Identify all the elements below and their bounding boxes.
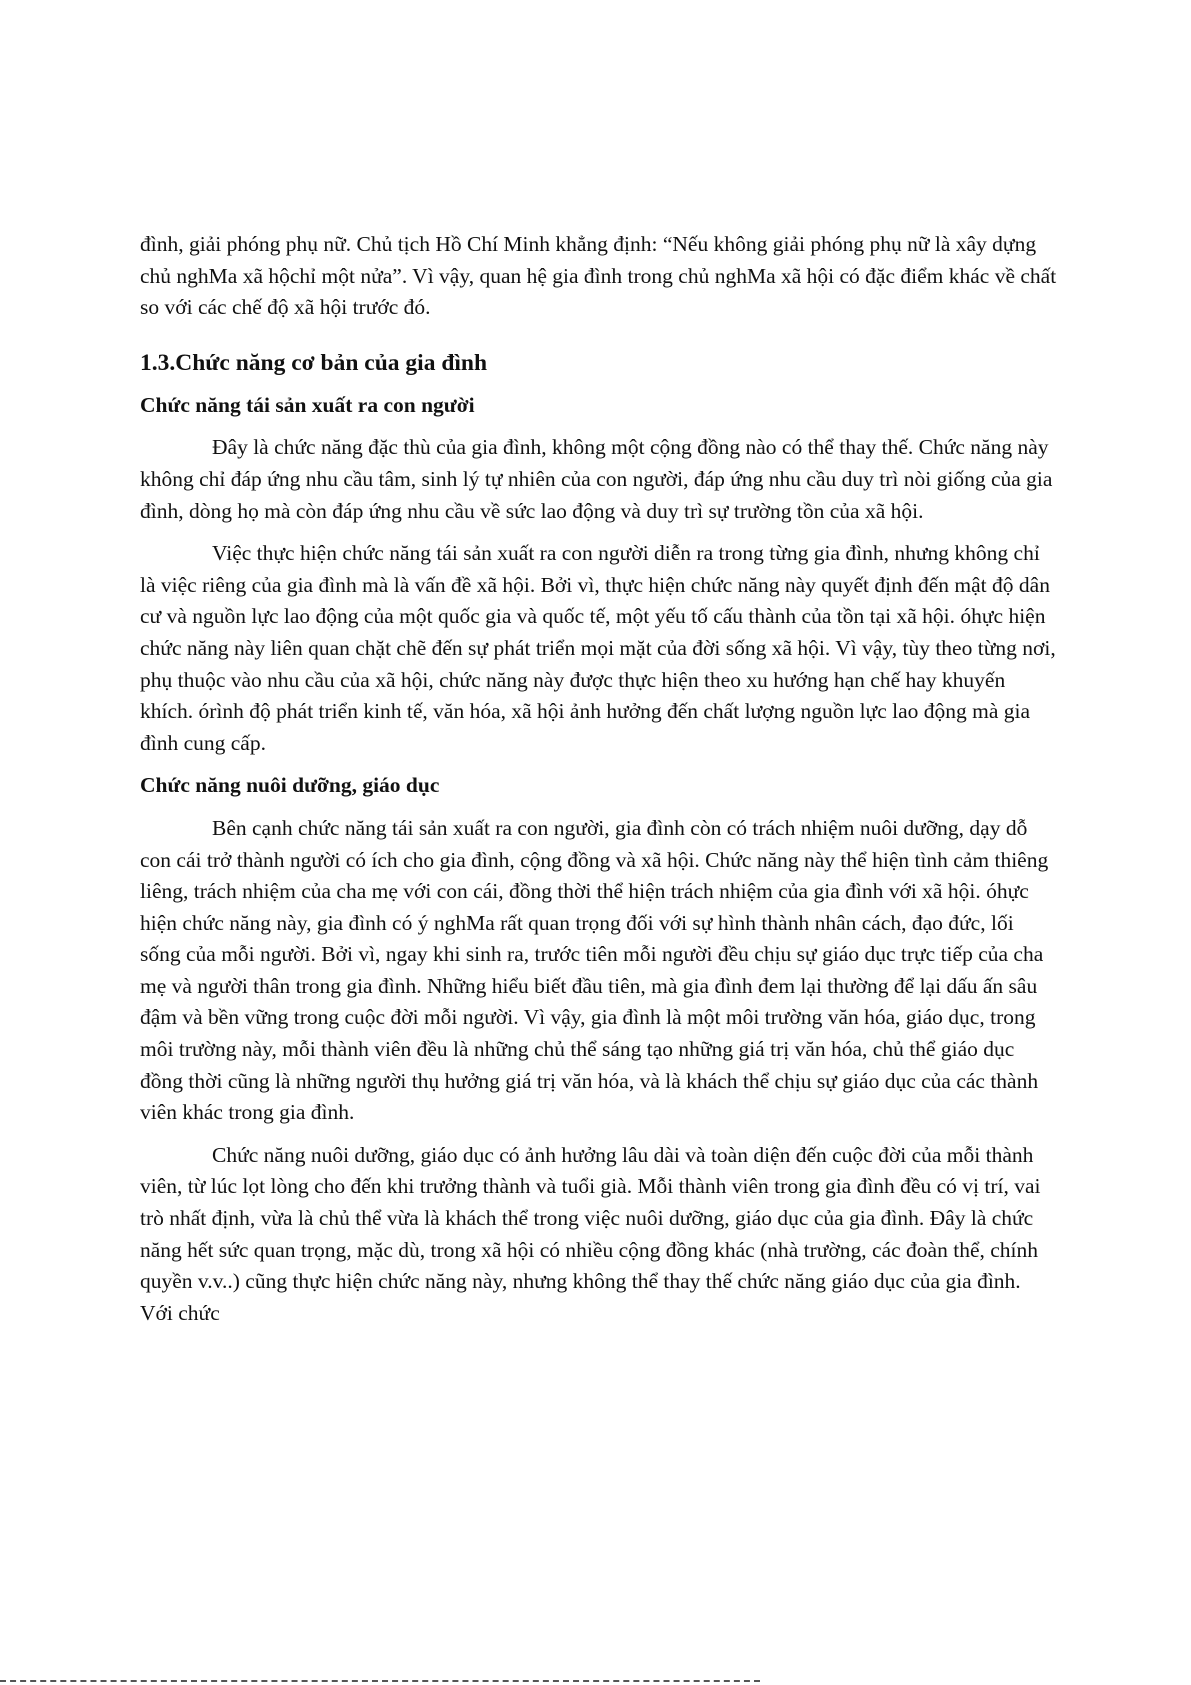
paragraph: Việc thực hiện chức năng tái sản xuất ra con người diễn ra trong từng gia đình, nhưng không chỉ là việc riêng của gia đình mà là vấn đề xã hội. Bởi vì, thực hiện chức năng này quyết định đến mật độ dân cư và nguồn lực lao động của một quốc gia và quốc tế, một yếu tố cấu thành của tồn tại xã hội. óhực hiện chức năng này liên quan chặt chẽ đến sự phát triển mọi mặt của đời sống xã hội. Vì vậy, tùy theo từng nơi, phụ thuộc vào nhu cầu của xã hội, chức năng này được thực hiện theo xu hướng hạn chế hay khuyến khích. órình độ phát triển kinh tế, văn hóa, xã hội ảnh hưởng đến chất lượng nguồn lực lao động mà gia đình cung cấp. xyxy=(140,541,1056,755)
footer-divider xyxy=(0,1680,760,1682)
intro-paragraph: đình, giải phóng phụ nữ. Chủ tịch Hồ Chí Minh khẳng định: “Nếu không giải phóng phụ nữ là xây dựng chủ nghMa xã hộchỉ một nửa”. Vì vậy, quan hệ gia đình trong chủ nghMa xã hội có đặc điểm khác về chất so với các chế độ xã hội trước đó. xyxy=(140,232,1057,320)
paragraph: Chức năng nuôi dưỡng, giáo dục có ảnh hưởng lâu dài và toàn diện đến cuộc đời của mỗi thành viên, từ lúc lọt lòng cho đến khi trưởng thành và tuổi già. Mỗi thành viên trong gia đình đều có vị trí, vai trò nhất định, vừa là chủ thể vừa là khách thể trong việc nuôi dưỡng, giáo dục của gia đình. Đây là chức năng hết sức quan trọng, mặc dù, trong xã hội có nhiều cộng đồng khác (nhà trường, các đoàn thể, chính quyền v.v..) cũng thực hiện chức năng này, nhưng không thể thay thế chức năng giáo dục của gia đình. Với chức xyxy=(140,1142,1041,1325)
section-heading: 1.3.Chức năng cơ bản của gia đình xyxy=(140,349,488,376)
paragraph: Đây là chức năng đặc thù của gia đình, không một cộng đồng nào có thể thay thế. Chức năng này không chỉ đáp ứng nhu cầu tâm, sinh lý tự nhiên của con người, đáp ứng nhu cầu duy trì nòi giống của gia đình, dòng họ mà còn đáp ứng nhu cầu về sức lao động và duy trì sự trường tồn của xã hội. xyxy=(140,435,1053,523)
subsection-heading-nurturing: Chức năng nuôi dưỡng, giáo dục xyxy=(140,773,440,798)
paragraph: Bên cạnh chức năng tái sản xuất ra con người, gia đình còn có trách nhiệm nuôi dưỡng, dạy dỗ con cái trở thành người có ích cho gia đình, cộng đồng và xã hội. Chức năng này thể hiện tình cảm thiêng liêng, trách nhiệm của cha mẹ với con cái, đồng thời thể hiện trách nhiệm của gia đình với xã hội. óhực hiện chức năng này, gia đình có ý nghMa rất quan trọng đối với sự hình thành nhân cách, đạo đức, lối sống của mỗi người. Bởi vì, ngay khi sinh ra, trước tiên mỗi người đều chịu sự giáo dục trực tiếp của cha mẹ và người thân trong gia đình. Những hiểu biết đầu tiên, mà gia đình đem lại thường để lại dấu ấn sâu đậm và bền vững trong cuộc đời mỗi người. Vì vậy, gia đình là một môi trường văn hóa, giáo dục, trong môi trường này, mỗi thành viên đều là những chủ thể sáng tạo những giá trị văn hóa, chủ thể giáo dục đồng thời cũng là những người thụ hưởng giá trị văn hóa, và là khách thể chịu sự giáo dục của các thành viên khác trong gia đình. xyxy=(140,815,1049,1125)
subsection-heading-reproduction: Chức năng tái sản xuất ra con người xyxy=(140,392,475,417)
document-page xyxy=(140,229,1058,1329)
